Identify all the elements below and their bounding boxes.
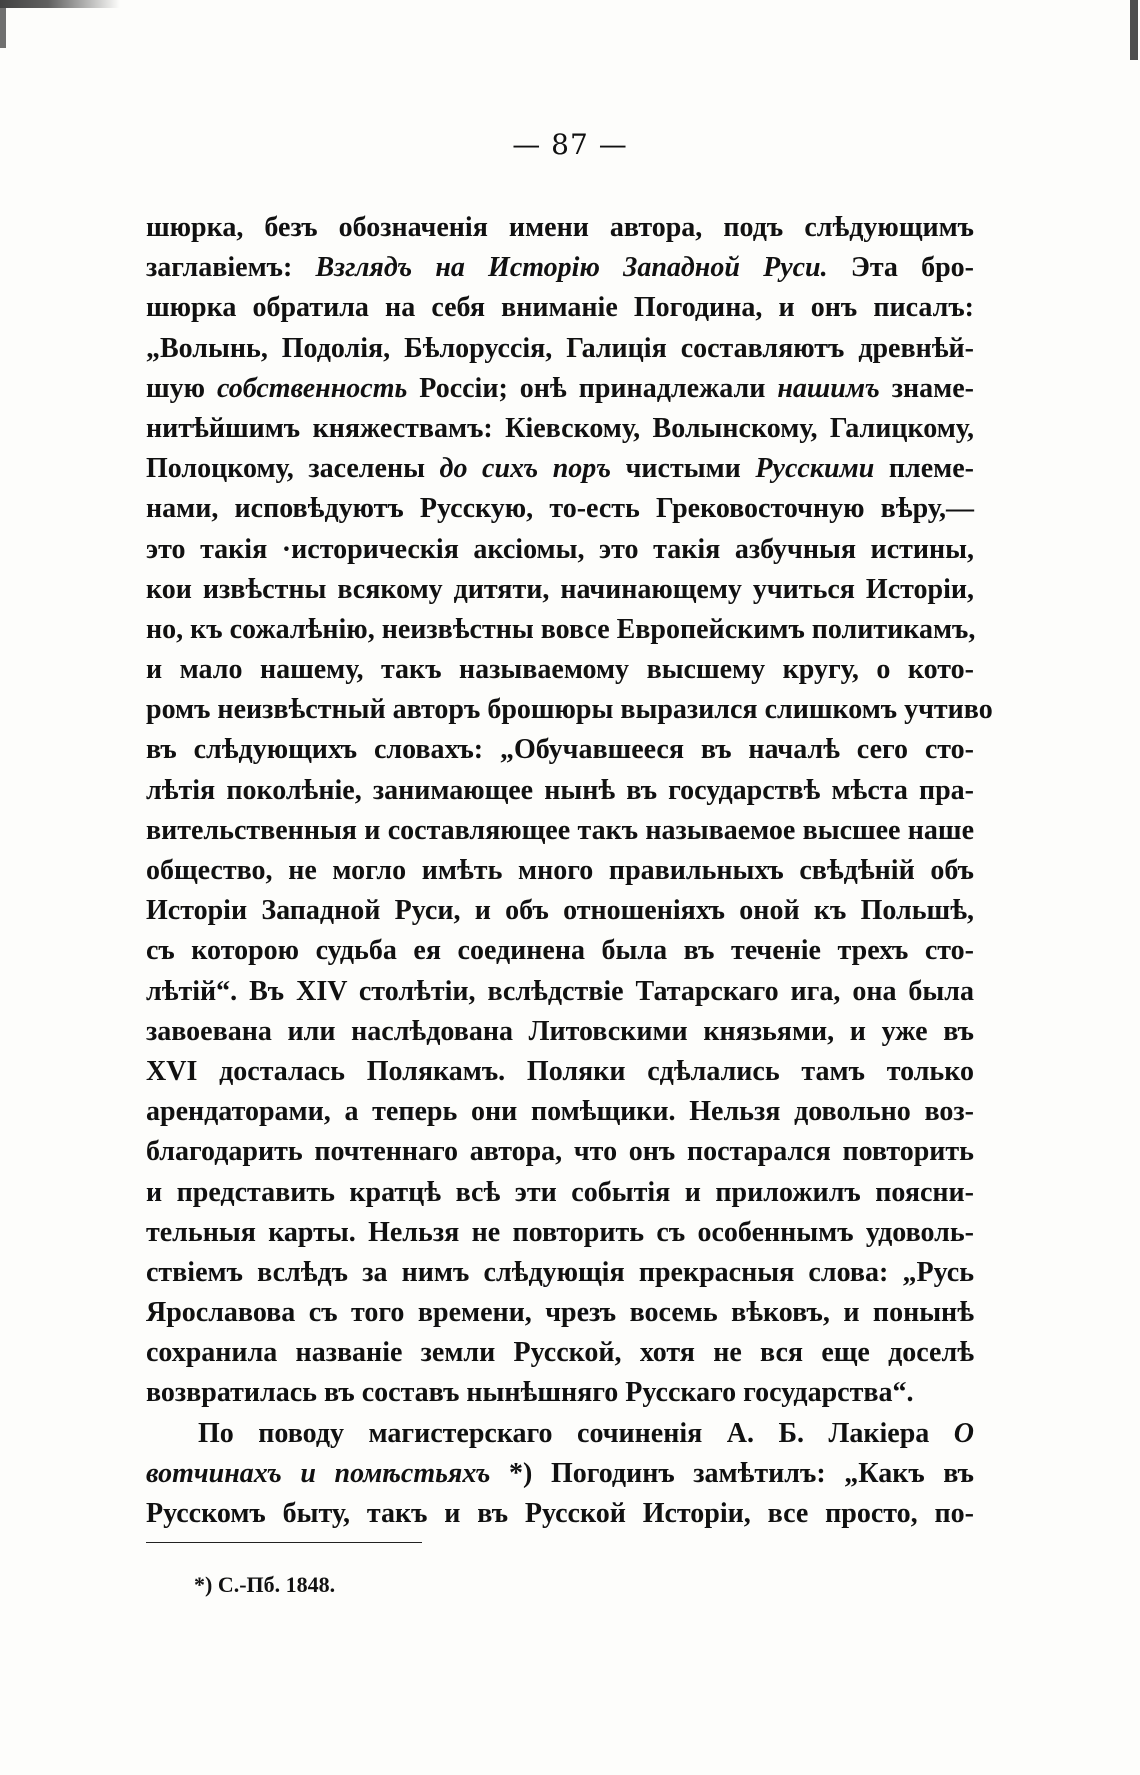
text-span: ромъ неизвѣстный авторъ брошюры выразился слишкомъ учтиво: [146, 694, 993, 726]
text-line: [146, 891, 974, 931]
text-line: [146, 1373, 974, 1413]
text-span: шюрка, безъ обозначенія имени автора, подъ слѣдующимъ: [146, 212, 974, 243]
text-span: нитѣйшимъ княжествамъ: Кіевскому, Волынскому, Галицкому,: [146, 412, 974, 444]
text-span: возвратилась въ составъ нынѣшняго Русскаго государства“.: [146, 1377, 914, 1409]
text-span: нами, исповѣдуютъ Русскую, то-есть Грековосточную вѣру,—: [146, 493, 974, 525]
text-span: ствіемъ вслѣдъ за нимъ слѣдующія прекрасныя слова: „Русь: [146, 1256, 974, 1288]
text-line: [146, 288, 974, 328]
text-span: лѣтій“. Въ XIV столѣтіи, вслѣдствіе Татарскаго ига, она была: [146, 975, 974, 1007]
text-line: [146, 248, 974, 288]
text-span: племе-: [874, 453, 975, 485]
text-line: [146, 570, 974, 610]
text-line: [146, 1414, 974, 1454]
text-span: По поводу магистерскаго сочиненія А. Б. Лакіера: [198, 1417, 954, 1449]
text-line: [146, 369, 974, 409]
text-line: [146, 811, 974, 851]
text-span: сохранила названіе земли Русской, хотя не вся еще доселѣ: [146, 1337, 974, 1369]
text-line: [146, 972, 974, 1012]
footnote: *) С.-Пб. 1848.: [194, 1572, 336, 1597]
text-line: [146, 931, 974, 971]
text-line: [146, 1092, 974, 1132]
text-line: [146, 1012, 974, 1052]
text-line: [146, 208, 974, 248]
italic-text: Русскими: [755, 453, 875, 485]
text-span: *) Погодинъ замѣтилъ: „Какъ въ: [490, 1457, 975, 1489]
text-span: въ слѣдующихъ словахъ: „Обучавшееся въ началѣ сего сто-: [146, 734, 974, 766]
text-line: [146, 329, 974, 369]
text-line: [146, 730, 974, 770]
text-line: [146, 530, 974, 570]
text-span: съ которою судьба ея соединена была въ теченіе трехъ сто-: [146, 935, 974, 967]
text-span: шюрка обратила на себя вниманіе Погодина, и онъ писалъ:: [146, 292, 974, 324]
text-line: [146, 489, 974, 529]
text-span: вительственныя и составляющее такъ называемое высшее наше: [146, 814, 974, 846]
text-span: шую: [146, 372, 218, 404]
text-span: кои извѣстны всякому дитяти, начинающему учиться Исторіи,: [146, 573, 974, 605]
scan-artifact-top-left: [0, 0, 120, 8]
text-line: [146, 1253, 974, 1293]
text-span: тельныя карты. Нельзя не повторить съ особеннымъ удоволь-: [146, 1216, 974, 1248]
text-span: и мало нашему, такъ называемому высшему кругу, о кото-: [146, 654, 974, 686]
text-line: [146, 1293, 974, 1333]
text-line: [146, 409, 974, 449]
text-line: [146, 1173, 974, 1213]
italic-text: Взглядъ на Исторію Западной Руси.: [315, 252, 828, 284]
text-span: Полоцкому, заселены: [146, 453, 440, 485]
footnote-separator: [146, 1542, 422, 1543]
italic-text: собственность: [217, 372, 408, 404]
text-line: [146, 1213, 974, 1253]
italic-text: нашимъ: [777, 372, 880, 404]
text-line: [146, 771, 974, 811]
text-span: чистыми: [611, 453, 756, 485]
text-line: [146, 851, 974, 891]
text-line: [146, 1494, 974, 1534]
text-span: но, къ сожалѣнію, неизвѣстны вовсе Европейскимъ политикамъ,: [146, 613, 976, 645]
text-span: знаме-: [879, 372, 974, 404]
italic-text: О: [953, 1417, 974, 1449]
text-span: арендаторами, а теперь они помѣщики. Нельзя довольно воз-: [146, 1096, 974, 1128]
text-line: [146, 449, 974, 489]
text-span: заглавіемъ:: [146, 252, 316, 284]
text-line: [146, 650, 974, 690]
text-span: это такія ·историческія аксіомы, это такія азбучныя истины,: [146, 533, 974, 565]
text-span: Эта бро-: [827, 252, 975, 284]
text-line: [146, 1454, 974, 1494]
text-span: Русскомъ быту, такъ и въ Русской Исторіи, все просто, по-: [146, 1498, 974, 1529]
text-span: общество, не могло имѣть много правильныхъ свѣдѣній объ: [146, 855, 974, 886]
body-text: [146, 208, 993, 1534]
text-span: завоевана или наслѣдована Литовскими князьями, и уже въ: [146, 1015, 974, 1047]
text-span: XVI досталась Полякамъ. Поляки сдѣлались тамъ только: [146, 1055, 974, 1087]
italic-text: до сихъ поръ: [439, 453, 612, 485]
text-line: [146, 1132, 974, 1172]
text-span: Ярославова съ того времени, чрезъ восемь вѣковъ, и понынѣ: [146, 1297, 974, 1329]
text-line: [146, 1052, 974, 1092]
text-span: Россіи; онѣ принадлежали: [407, 372, 778, 404]
text-span: благодарить почтеннаго автора, что онъ постарался повторить: [146, 1136, 974, 1168]
text-span: и представить кратцѣ всѣ эти событія и приложилъ поясни-: [146, 1176, 974, 1208]
italic-text: вотчинахъ и помѣстьяхъ: [146, 1457, 491, 1489]
page-number: — 87 —: [512, 128, 628, 161]
scan-artifact-left-edge: [0, 8, 6, 48]
scan-artifact-top-right: [1130, 0, 1138, 60]
text-line: [146, 690, 993, 730]
text-span: Исторіи Западной Руси, и объ отношеніяхъ оной къ Польшѣ,: [146, 895, 974, 927]
text-line: [146, 610, 974, 650]
text-span: лѣтія поколѣніе, занимающее нынѣ въ государствѣ мѣста пра-: [146, 774, 974, 806]
text-span: „Волынь, Подолія, Бѣлоруссія, Галиція составляютъ древнѣй-: [146, 332, 974, 364]
text-line: [146, 1333, 974, 1373]
